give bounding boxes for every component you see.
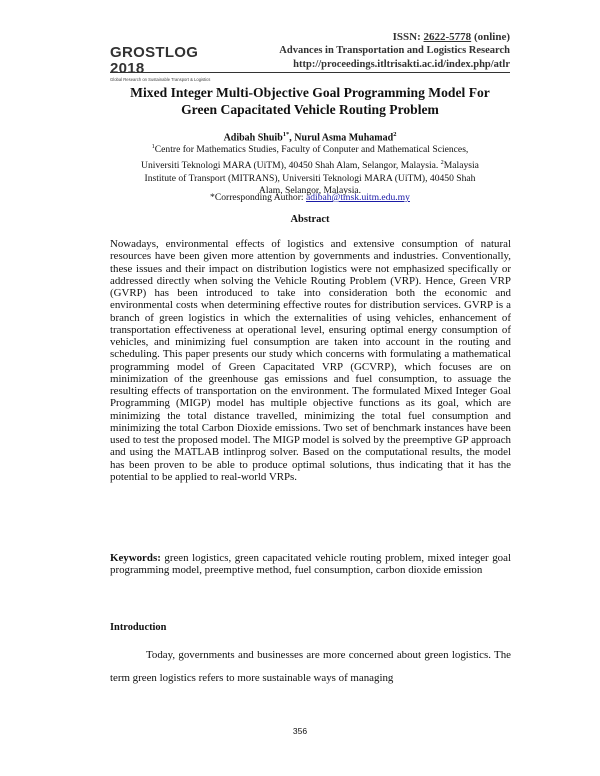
title-line-2: Green Capacitated Vehicle Routing Problem xyxy=(181,102,439,117)
affiliation-1: Centre for Mathematics Studies, Faculty of Conputer and Mathematical Sciences, Universiti Teknologi MARA (UiTM), 40450 Shah Alam, Selangor, Malaysia. xyxy=(141,144,469,171)
title-line-1: Mixed Integer Multi-Objective Goal Programming Model For xyxy=(130,85,490,100)
intro-paragraph: Today, governments and businesses are more concerned about green logistics. The term green logistics refers to more sustainable ways of managing xyxy=(110,649,511,684)
header-divider xyxy=(110,72,510,73)
issn-suffix: (online) xyxy=(471,31,510,43)
corresponding-author xyxy=(110,192,510,204)
issn-value: 2622-5778 xyxy=(423,31,472,43)
author-2-sup: 2 xyxy=(393,131,397,138)
issn-line xyxy=(279,30,510,44)
conference-logo xyxy=(110,45,230,83)
affil-sup-2: 2 xyxy=(440,158,444,166)
keywords-text: green logistics, green capacitated vehicle routing problem, mixed integer goal programming model, preemptive method, fuel consumption, carbon dioxide emission xyxy=(110,552,511,577)
journal-name: Advances in Transportation and Logistics Research xyxy=(279,45,510,56)
page-number: 356 xyxy=(292,726,308,736)
issn-label: ISSN: xyxy=(392,31,424,43)
abstract-heading: Abstract xyxy=(290,214,330,225)
logo-subtitle: Global Research on Sustainable Transport & Logistics xyxy=(110,77,211,82)
author-1: Adibah Shuib xyxy=(223,132,283,144)
corr-label: *Corresponding Author: xyxy=(210,192,306,203)
abstract-body: Nowadays, environmental effects of logistics and extensive consumption of natural resources have been given more attention by governments and industries. Conventionally, these issues and their impact on distribution logistics were not emphasized specifically or addressed directly when solving the Vehicle Routing Problem (VRP). Hence, Green VRP (GVRP) has been introduced to take into consideration both the economic and environmental costs when determining effective routes for distribution services. GVRP is a branch of green logistics in which the externalities of using vehicles, enhancement of transportation effectiveness at operational level, ensuring optimal energy consumption of vehicles, and minimizing fuel consumption are taken into account in the routing and scheduling. This paper presents our study which concerns with formulating a mathematical programming model of Green Capacitated VRP (GCVRP), which focuses are on minimization of the greenhouse gas emissions and fuel consumption, to assuage the resulting effects of transportation on the environment. The formulated Mixed Integer Goal Programming (MIGP) model has multiple objective functions as its goal, which are minimizing the total distance travelled, minimizing the total fuel consumption and minimizing the total Carbon Dioxide emissions. Two set of benchmark instances have been used to test the proposed model. The MIGP model is solved by the preemptive GP approach and using the MATLAB intlinprog solver. Based on the computational results, the model has been proven to be able to produce optimal solutions, thus indicating that it has the potential to be applied to real-world VRPs. xyxy=(110,238,511,483)
paper-title xyxy=(110,84,510,118)
logo-title: GROSTLOG 2018 xyxy=(110,44,199,77)
author-separator: , xyxy=(289,132,295,144)
affiliations xyxy=(140,141,480,198)
intro-heading: Introduction xyxy=(110,622,167,633)
affil-sup-1: 1 xyxy=(151,143,155,150)
keywords-label: Keywords: xyxy=(110,552,161,564)
author-1-sup: 1* xyxy=(282,131,290,138)
affiliation-2: Malaysia Institute of Transport (MITRANS), Universiti Teknologi MARA (UiTM), 40450 Shah Alam, Selangor, Malaysia. xyxy=(144,159,479,197)
journal-info xyxy=(279,30,510,72)
corr-email-link[interactable]: adibah@tmsk.uitm.edu.my xyxy=(305,192,410,203)
keywords xyxy=(110,552,511,577)
author-2: Nurul Asma Muhamad xyxy=(294,132,394,144)
journal-url: http://proceedings.itltrisakti.ac.id/index.php/atlr xyxy=(293,59,510,70)
